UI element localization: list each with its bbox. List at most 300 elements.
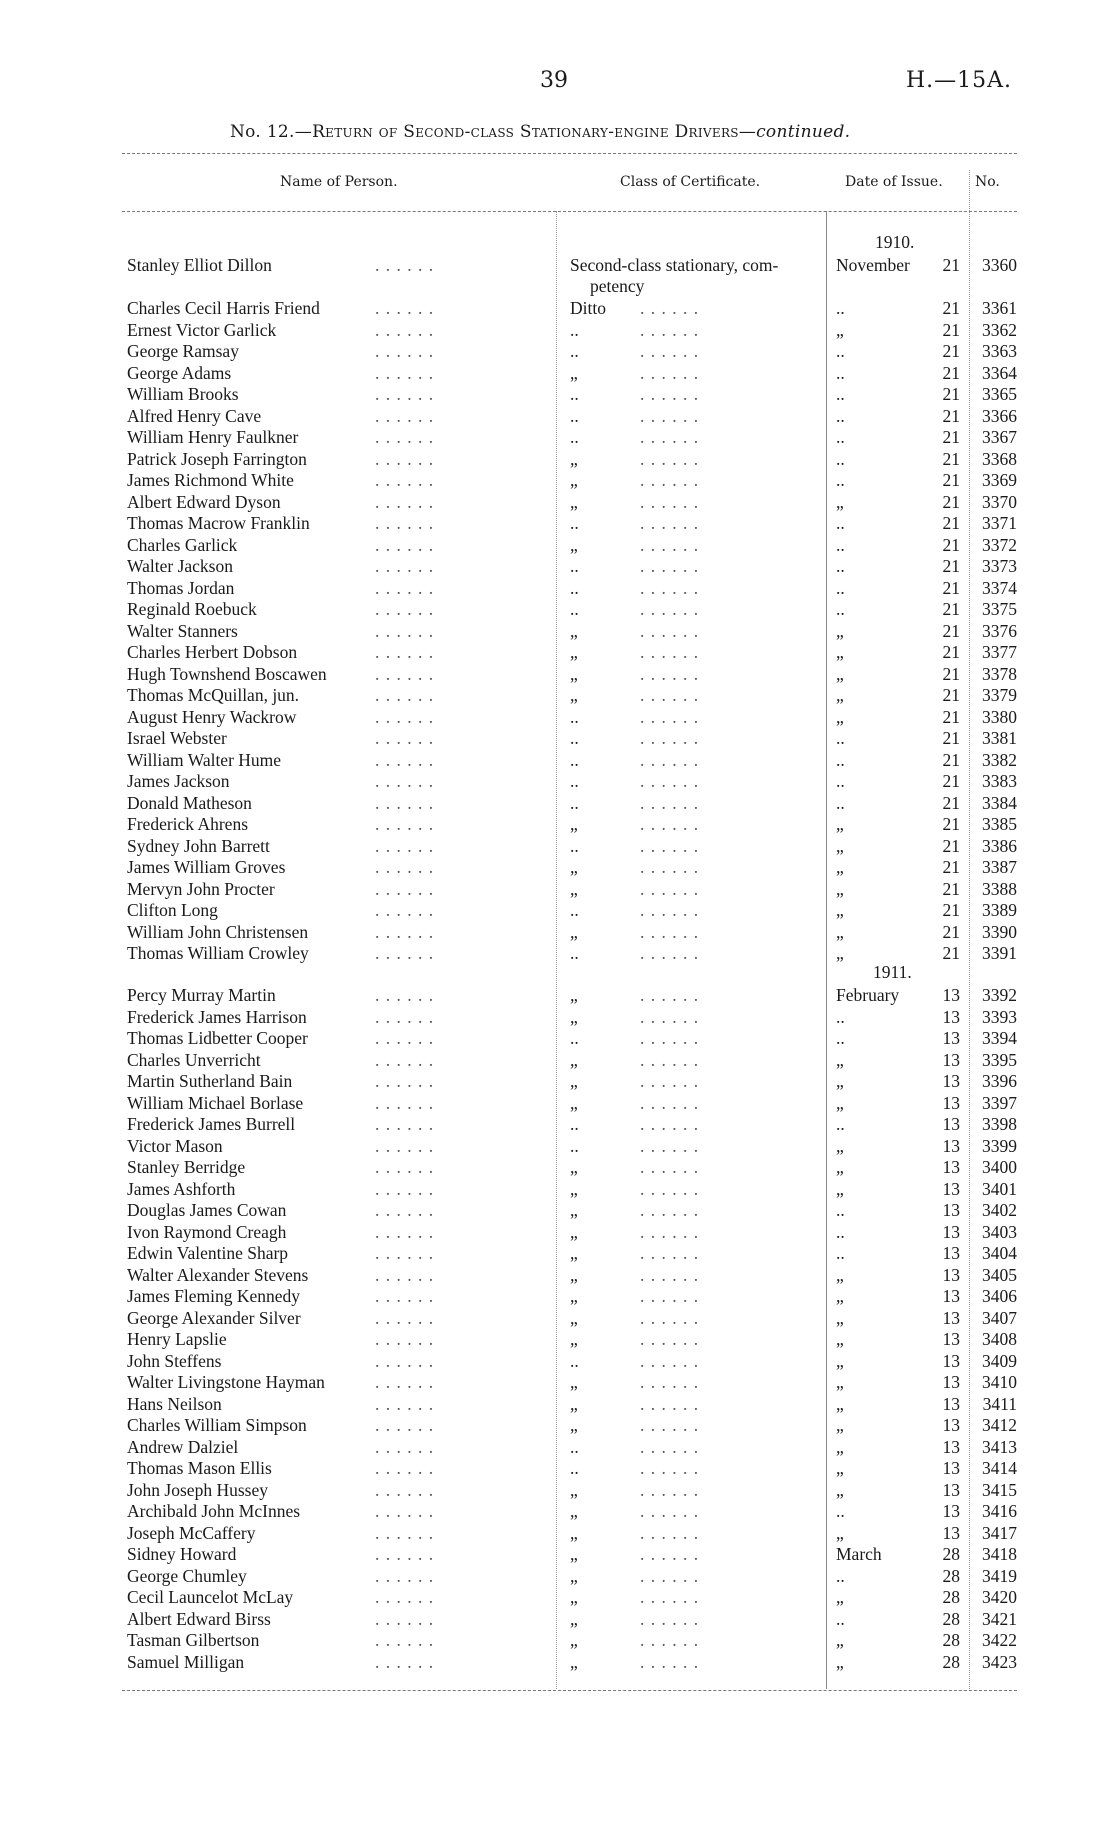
certificate-number: 3383 <box>982 771 1017 791</box>
person-name: Albert Edward Dyson <box>127 491 281 512</box>
issue-day: 21 <box>942 319 960 340</box>
leader-dots: . . . . . . <box>640 1393 700 1414</box>
issue-day: 13 <box>942 985 960 1005</box>
table-row <box>0 320 1114 342</box>
leader-dots: . . . . . . <box>640 534 700 555</box>
table-row <box>0 427 1114 449</box>
certificate-number: 3390 <box>982 921 1017 942</box>
certificate-number: 3360 <box>982 255 1017 275</box>
issue-month: February <box>836 985 900 1005</box>
leader-dots: . . . . . . <box>640 1436 700 1457</box>
certificate-number: 3379 <box>982 685 1017 705</box>
certificate-class: „ <box>570 534 578 555</box>
leader-dots: . . . . . . <box>375 1006 435 1027</box>
person-name: Samuel Milligan <box>127 1651 245 1672</box>
certificate-class: Second-class stationary, com- <box>570 255 779 275</box>
certificate-class: „ <box>570 1415 578 1435</box>
person-name: Cecil Launcelot McLay <box>127 1587 294 1607</box>
leader-dots: . . . . . . <box>640 1049 700 1070</box>
table-row <box>0 1437 1114 1459</box>
header-no: No. <box>975 174 1000 190</box>
certificate-number: 3385 <box>982 814 1017 834</box>
leader-dots: . . . . . . <box>375 1114 435 1134</box>
certificate-class: „ <box>570 1608 578 1629</box>
issue-month: .. <box>836 599 845 619</box>
leader-dots: . . . . . . <box>375 534 435 555</box>
certificate-class: „ <box>570 1307 578 1328</box>
leader-dots: . . . . . . <box>375 298 435 318</box>
person-name: Frederick James Burrell <box>127 1114 296 1134</box>
leader-dots: . . . . . . <box>640 1329 700 1349</box>
header-top-rule <box>122 153 1017 154</box>
certificate-number: 3414 <box>982 1458 1017 1478</box>
issue-day: 21 <box>942 362 960 383</box>
certificate-class: „ <box>570 1243 578 1263</box>
leader-dots: . . . . . . <box>640 556 700 576</box>
certificate-class: „ <box>570 878 578 899</box>
issue-day: 13 <box>942 1329 960 1349</box>
person-name: James Jackson <box>127 771 230 791</box>
leader-dots: . . . . . . <box>375 1329 435 1349</box>
issue-day: 21 <box>942 448 960 469</box>
person-name: Clifton Long <box>127 900 218 920</box>
issue-month: .. <box>836 362 845 383</box>
issue-month: „ <box>836 857 844 877</box>
certificate-class: .. <box>570 577 579 598</box>
issue-day: 13 <box>942 1350 960 1371</box>
certificate-number: 3422 <box>982 1630 1017 1650</box>
certificate-class: „ <box>570 1630 578 1650</box>
leader-dots: . . . . . . <box>375 1350 435 1371</box>
table-row <box>0 1351 1114 1373</box>
leader-dots: . . . . . . <box>640 1028 700 1048</box>
issue-month: .. <box>836 728 845 748</box>
issue-month: .. <box>836 1608 845 1629</box>
table-row <box>0 985 1114 1007</box>
issue-month: „ <box>836 685 844 705</box>
table-row <box>0 750 1114 772</box>
issue-month: „ <box>836 1071 844 1091</box>
table-row <box>0 1157 1114 1179</box>
certificate-number: 3406 <box>982 1286 1017 1306</box>
issue-day: 13 <box>942 1135 960 1156</box>
issue-day: 21 <box>942 943 960 963</box>
leader-dots: . . . . . . <box>640 985 700 1005</box>
leader-dots: . . . . . . <box>640 1565 700 1586</box>
table-row <box>0 1286 1114 1308</box>
issue-day: 21 <box>942 491 960 512</box>
issue-month: „ <box>836 1049 844 1070</box>
certificate-number: 3364 <box>982 362 1017 383</box>
issue-day: 13 <box>942 1501 960 1521</box>
issue-month: „ <box>836 878 844 899</box>
leader-dots: . . . . . . <box>375 857 435 877</box>
certificate-class: „ <box>570 1522 578 1543</box>
certificate-number: 3407 <box>982 1307 1017 1328</box>
person-name: James Ashforth <box>127 1178 236 1199</box>
table-row <box>0 513 1114 535</box>
table-row <box>0 1566 1114 1588</box>
person-name: Donald Matheson <box>127 792 252 813</box>
leader-dots: . . . . . . <box>375 1479 435 1500</box>
person-name: Mervyn John Procter <box>127 878 275 899</box>
certificate-class: „ <box>570 685 578 705</box>
person-name: Charles Unverricht <box>127 1049 261 1070</box>
issue-day: 21 <box>942 749 960 770</box>
leader-dots: . . . . . . <box>640 1630 700 1650</box>
certificate-number: 3384 <box>982 792 1017 813</box>
table-row <box>0 449 1114 471</box>
table-row <box>0 1222 1114 1244</box>
table-row <box>0 1243 1114 1265</box>
table-row <box>0 578 1114 600</box>
certificate-number: 3369 <box>982 470 1017 490</box>
issue-day: 13 <box>942 1028 960 1048</box>
issue-month: „ <box>836 1479 844 1500</box>
certificate-number: 3404 <box>982 1243 1017 1263</box>
table-row <box>0 341 1114 363</box>
issue-month: .. <box>836 771 845 791</box>
leader-dots: . . . . . . <box>375 384 435 404</box>
leader-dots: . . . . . . <box>375 1608 435 1629</box>
certificate-number: 3394 <box>982 1028 1017 1048</box>
issue-day: 13 <box>942 1522 960 1543</box>
header-name: Name of Person. <box>280 174 398 190</box>
header-bottom-rule <box>122 211 1017 212</box>
certificate-number: 3366 <box>982 405 1017 426</box>
certificate-number: 3398 <box>982 1114 1017 1134</box>
issue-day: 21 <box>942 513 960 533</box>
issue-month: „ <box>836 1307 844 1328</box>
issue-day: 21 <box>942 878 960 899</box>
table-row <box>0 1609 1114 1631</box>
table-row <box>0 1652 1114 1674</box>
certificate-class: „ <box>570 1264 578 1285</box>
person-name: Joseph McCaffery <box>127 1522 256 1543</box>
certificate-class: „ <box>570 1092 578 1113</box>
table-row <box>0 857 1114 879</box>
person-name: James Fleming Kennedy <box>127 1286 301 1306</box>
issue-month: „ <box>836 319 844 340</box>
leader-dots: . . . . . . <box>640 900 700 920</box>
issue-day: 13 <box>942 1200 960 1220</box>
leader-dots: . . . . . . <box>375 448 435 469</box>
leader-dots: . . . . . . <box>640 405 700 426</box>
leader-dots: . . . . . . <box>640 427 700 447</box>
issue-day: 13 <box>942 1307 960 1328</box>
issue-day: 21 <box>942 599 960 619</box>
leader-dots: . . . . . . <box>375 620 435 641</box>
leader-dots: . . . . . . <box>375 255 435 275</box>
leader-dots: . . . . . . <box>640 1350 700 1371</box>
table-row <box>0 836 1114 858</box>
leader-dots: . . . . . . <box>375 1200 435 1220</box>
leader-dots: . . . . . . <box>640 878 700 899</box>
leader-dots: . . . . . . <box>375 1307 435 1328</box>
certificate-number: 3423 <box>982 1651 1017 1672</box>
issue-month: „ <box>836 1264 844 1285</box>
person-name: John Joseph Hussey <box>127 1479 268 1500</box>
issue-month: „ <box>836 1157 844 1177</box>
person-name: Edwin Valentine Sharp <box>127 1243 289 1263</box>
issue-month: .. <box>836 470 845 490</box>
table-row <box>0 1308 1114 1330</box>
issue-month: .. <box>836 1501 845 1521</box>
certificate-class: „ <box>570 1200 578 1220</box>
issue-day: 21 <box>942 857 960 877</box>
leader-dots: . . . . . . <box>640 491 700 512</box>
table-row <box>0 1200 1114 1222</box>
year-1910: 1910. <box>875 232 915 252</box>
leader-dots: . . . . . . <box>375 1286 435 1306</box>
certificate-class: „ <box>570 1544 578 1564</box>
table-row <box>0 1028 1114 1050</box>
certificate-number: 3412 <box>982 1415 1017 1435</box>
leader-dots: . . . . . . <box>375 427 435 447</box>
certificate-number: 3382 <box>982 749 1017 770</box>
table-bottom-rule <box>122 1690 1017 1691</box>
issue-month: .. <box>836 1221 845 1242</box>
leader-dots: . . . . . . <box>375 814 435 834</box>
issue-month: .. <box>836 513 845 533</box>
issue-month: „ <box>836 1415 844 1435</box>
certificate-class: .. <box>570 513 579 533</box>
certificate-number: 3371 <box>982 513 1017 533</box>
issue-month: .. <box>836 1243 845 1263</box>
issue-month: .. <box>836 1114 845 1134</box>
issue-month: „ <box>836 491 844 512</box>
leader-dots: . . . . . . <box>375 642 435 662</box>
certificate-class: .. <box>570 319 579 340</box>
leader-dots: . . . . . . <box>640 814 700 834</box>
leader-dots: . . . . . . <box>640 341 700 361</box>
leader-dots: . . . . . . <box>375 921 435 942</box>
person-name: Percy Murray Martin <box>127 985 276 1005</box>
table-row <box>0 1050 1114 1072</box>
leader-dots: . . . . . . <box>640 1243 700 1263</box>
issue-month: „ <box>836 835 844 856</box>
issue-day: 21 <box>942 685 960 705</box>
leader-dots: . . . . . . <box>375 1501 435 1521</box>
issue-day: 21 <box>942 663 960 684</box>
issue-day: 13 <box>942 1071 960 1091</box>
leader-dots: . . . . . . <box>375 685 435 705</box>
leader-dots: . . . . . . <box>375 1587 435 1607</box>
leader-dots: . . . . . . <box>640 1651 700 1672</box>
person-name: Walter Alexander Stevens <box>127 1264 309 1285</box>
issue-day: 21 <box>942 534 960 555</box>
table-row <box>0 1136 1114 1158</box>
issue-day: 13 <box>942 1006 960 1027</box>
certificate-number: 3420 <box>982 1587 1017 1607</box>
certificate-number: 3395 <box>982 1049 1017 1070</box>
certificate-class: „ <box>570 1178 578 1199</box>
leader-dots: . . . . . . <box>375 985 435 1005</box>
issue-day: 28 <box>942 1608 960 1629</box>
table-row <box>0 642 1114 664</box>
leader-dots: . . . . . . <box>640 1114 700 1134</box>
issue-day: 21 <box>942 298 960 318</box>
certificate-class: „ <box>570 1157 578 1177</box>
table-row <box>0 1544 1114 1566</box>
certificate-number: 3400 <box>982 1157 1017 1177</box>
leader-dots: . . . . . . <box>375 1630 435 1650</box>
person-name: George Adams <box>127 362 232 383</box>
leader-dots: . . . . . . <box>640 857 700 877</box>
leader-dots: . . . . . . <box>375 1651 435 1672</box>
person-name: Walter Jackson <box>127 556 233 576</box>
table-row <box>0 685 1114 707</box>
issue-month: „ <box>836 706 844 727</box>
certificate-class: .. <box>570 771 579 791</box>
certificate-class: „ <box>570 362 578 383</box>
person-name: Archibald John McInnes <box>127 1501 301 1521</box>
issue-month: .. <box>836 792 845 813</box>
leader-dots: . . . . . . <box>375 1243 435 1263</box>
table-row <box>0 793 1114 815</box>
issue-day: 13 <box>942 1114 960 1134</box>
issue-month: .. <box>836 384 845 404</box>
leader-dots: . . . . . . <box>640 1221 700 1242</box>
table-row <box>0 771 1114 793</box>
person-name: Thomas McQuillan, jun. <box>127 685 300 705</box>
issue-day: 28 <box>942 1651 960 1672</box>
certificate-class: .. <box>570 706 579 727</box>
table-row <box>0 1630 1114 1652</box>
certificate-class: .. <box>570 1350 579 1371</box>
issue-day: 21 <box>942 384 960 404</box>
issue-month: „ <box>836 1135 844 1156</box>
certificate-class: „ <box>570 1071 578 1091</box>
issue-month: .. <box>836 534 845 555</box>
year-1911: 1911. <box>873 962 912 982</box>
issue-month: „ <box>836 1630 844 1650</box>
certificate-number: 3388 <box>982 878 1017 899</box>
issue-day: 13 <box>942 1286 960 1306</box>
person-name: Sydney John Barrett <box>127 835 270 856</box>
certificate-number: 3397 <box>982 1092 1017 1113</box>
table-row <box>0 922 1114 944</box>
leader-dots: . . . . . . <box>640 1200 700 1220</box>
issue-month: „ <box>836 1372 844 1392</box>
leader-dots: . . . . . . <box>375 771 435 791</box>
issue-day: 13 <box>942 1221 960 1242</box>
table-row <box>0 1007 1114 1029</box>
title-main: Return of Second-class Stationary-engine Drivers <box>312 122 739 142</box>
certificate-class: .. <box>570 943 579 963</box>
issue-day: 21 <box>942 470 960 490</box>
leader-dots: . . . . . . <box>640 1458 700 1478</box>
issue-month: „ <box>836 1092 844 1113</box>
issue-month: „ <box>836 814 844 834</box>
issue-day: 21 <box>942 771 960 791</box>
issue-day: 21 <box>942 577 960 598</box>
certificate-class: .. <box>570 1436 579 1457</box>
header-date: Date of Issue. <box>845 174 943 190</box>
table-row <box>0 1179 1114 1201</box>
leader-dots: . . . . . . <box>640 1264 700 1285</box>
issue-month: „ <box>836 1329 844 1349</box>
leader-dots: . . . . . . <box>375 362 435 383</box>
person-name: Martin Sutherland Bain <box>127 1071 293 1091</box>
person-name: James Richmond White <box>127 470 294 490</box>
certificate-number: 3362 <box>982 319 1017 340</box>
certificate-number: 3417 <box>982 1522 1017 1543</box>
table-row <box>0 664 1114 686</box>
table-row <box>0 1093 1114 1115</box>
certificate-class: „ <box>570 1501 578 1521</box>
table-row <box>0 406 1114 428</box>
issue-month: .. <box>836 298 845 318</box>
issue-day: 28 <box>942 1544 960 1564</box>
leader-dots: . . . . . . <box>375 1135 435 1156</box>
certificate-number: 3393 <box>982 1006 1017 1027</box>
issue-month: November <box>836 255 910 275</box>
title-prefix: No. 12.— <box>230 122 313 142</box>
table-row <box>0 621 1114 643</box>
certificate-class: .. <box>570 1458 579 1478</box>
certificate-number: 3386 <box>982 835 1017 856</box>
table-row <box>0 1265 1114 1287</box>
leader-dots: . . . . . . <box>375 792 435 813</box>
person-name: Ernest Victor Garlick <box>127 319 277 340</box>
leader-dots: . . . . . . <box>375 878 435 899</box>
issue-day: 21 <box>942 728 960 748</box>
leader-dots: . . . . . . <box>640 943 700 963</box>
leader-dots: . . . . . . <box>640 448 700 469</box>
table-row <box>0 1114 1114 1136</box>
issue-day: 21 <box>942 341 960 361</box>
leader-dots: . . . . . . <box>375 491 435 512</box>
leader-dots: . . . . . . <box>640 835 700 856</box>
certificate-number: 3370 <box>982 491 1017 512</box>
leader-dots: . . . . . . <box>640 1608 700 1629</box>
leader-dots: . . . . . . <box>640 319 700 340</box>
certificate-number: 3375 <box>982 599 1017 619</box>
leader-dots: . . . . . . <box>640 470 700 490</box>
certificate-class: Ditto <box>570 298 606 318</box>
certificate-number: 3377 <box>982 642 1017 662</box>
certificate-number: 3365 <box>982 384 1017 404</box>
leader-dots: . . . . . . <box>375 1522 435 1543</box>
leader-dots: . . . . . . <box>640 1587 700 1607</box>
certificate-class: .. <box>570 599 579 619</box>
certificate-number: 3408 <box>982 1329 1017 1349</box>
table-row <box>0 879 1114 901</box>
person-name: Alfred Henry Cave <box>127 405 262 426</box>
issue-day: 13 <box>942 1393 960 1414</box>
leader-dots: . . . . . . <box>375 1415 435 1435</box>
person-name: Israel Webster <box>127 728 227 748</box>
table-row <box>0 728 1114 750</box>
leader-dots: . . . . . . <box>375 1071 435 1091</box>
issue-month: „ <box>836 1350 844 1371</box>
leader-dots: . . . . . . <box>375 663 435 684</box>
person-name: Thomas Mason Ellis <box>127 1458 272 1478</box>
person-name: John Steffens <box>127 1350 222 1371</box>
certificate-number: 3372 <box>982 534 1017 555</box>
certificate-number: 3419 <box>982 1565 1017 1586</box>
table-row <box>0 1329 1114 1351</box>
certificate-number: 3374 <box>982 577 1017 598</box>
certificate-class: .. <box>570 1028 579 1048</box>
leader-dots: . . . . . . <box>640 792 700 813</box>
person-name: Andrew Dalziel <box>127 1436 239 1457</box>
leader-dots: . . . . . . <box>640 1092 700 1113</box>
leader-dots: . . . . . . <box>375 1565 435 1586</box>
table-row <box>0 556 1114 578</box>
leader-dots: . . . . . . <box>375 1372 435 1392</box>
